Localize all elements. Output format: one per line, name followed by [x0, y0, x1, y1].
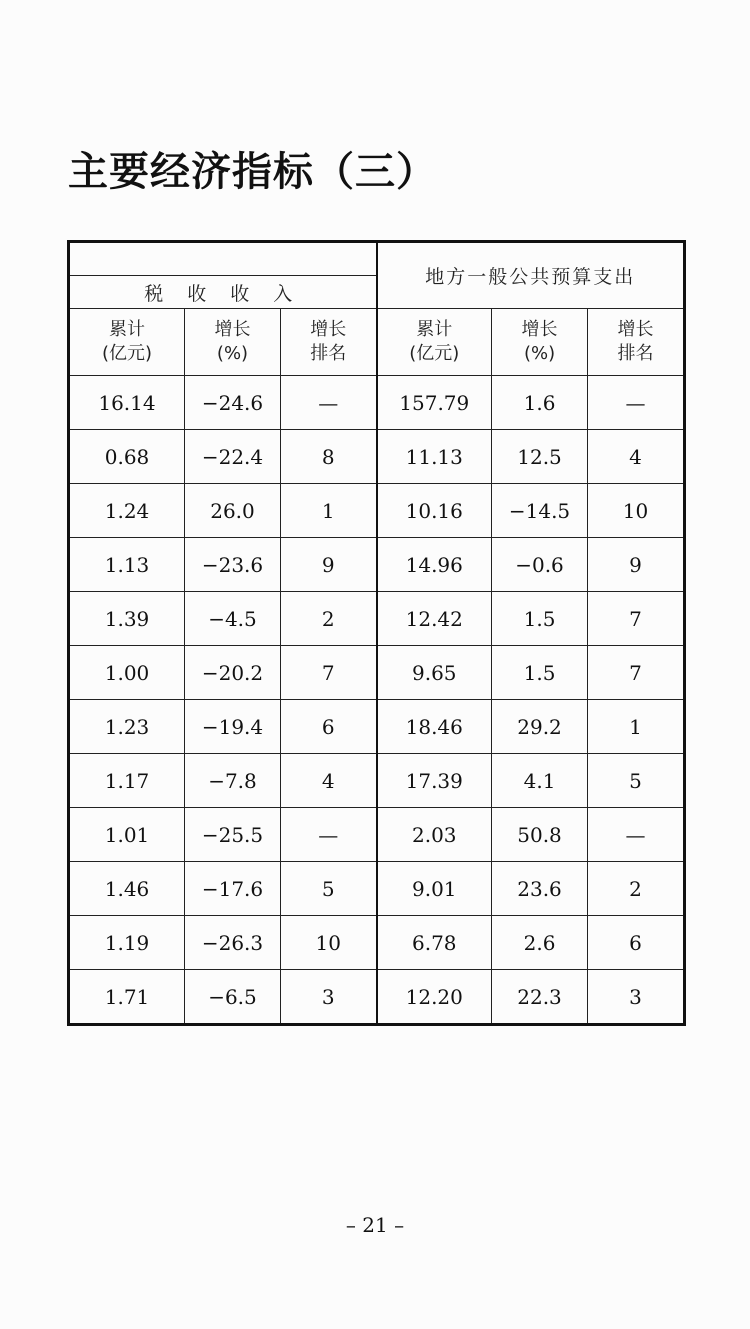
table-cell: 1.00 — [69, 646, 185, 700]
table-cell: 1.19 — [69, 916, 185, 970]
table-cell: 26.0 — [185, 484, 281, 538]
table-cell: 1 — [588, 700, 685, 754]
column-header-line: 排名 — [310, 343, 347, 364]
table-cell: 10 — [281, 916, 377, 970]
table-cell: 10 — [588, 484, 685, 538]
table-cell: −22.4 — [185, 430, 281, 484]
table-cell: 12.20 — [377, 970, 492, 1025]
table-cell: −23.6 — [185, 538, 281, 592]
table-cell: — — [588, 376, 685, 430]
table-cell: 23.6 — [492, 862, 588, 916]
table-cell: 3 — [281, 970, 377, 1025]
table-cell: −7.8 — [185, 754, 281, 808]
table-cell: −4.5 — [185, 592, 281, 646]
table-cell: 12.42 — [377, 592, 492, 646]
column-header-line: (亿元) — [409, 343, 460, 364]
table-cell: 50.8 — [492, 808, 588, 862]
column-header — [69, 309, 185, 376]
table-cell: 157.79 — [377, 376, 492, 430]
table-cell: 1.46 — [69, 862, 185, 916]
table-cell: 6.78 — [377, 916, 492, 970]
table-cell: 8 — [281, 430, 377, 484]
table-cell: 5 — [281, 862, 377, 916]
table-cell: 9 — [281, 538, 377, 592]
table-cell: 7 — [281, 646, 377, 700]
column-header-line: 增长 — [617, 319, 654, 340]
column-header-line: 增长 — [214, 319, 251, 340]
table-cell: −19.4 — [185, 700, 281, 754]
table-row — [69, 862, 685, 916]
table-cell: 1.71 — [69, 970, 185, 1025]
table-cell: 9.01 — [377, 862, 492, 916]
column-header — [377, 309, 492, 376]
table-cell: 6 — [281, 700, 377, 754]
table-cell: — — [281, 808, 377, 862]
table-cell: 18.46 — [377, 700, 492, 754]
table-cell: 9 — [588, 538, 685, 592]
column-header-line: 增长 — [521, 319, 558, 340]
table-cell: 4 — [588, 430, 685, 484]
table-cell: 17.39 — [377, 754, 492, 808]
table-cell: 0.68 — [69, 430, 185, 484]
table-cell: −6.5 — [185, 970, 281, 1025]
table-cell: −26.3 — [185, 916, 281, 970]
table-cell: 2 — [588, 862, 685, 916]
table-row — [69, 754, 685, 808]
table-cell: 3 — [588, 970, 685, 1025]
expenditure-group-header: 地方一般公共预算支出 — [377, 242, 685, 309]
table-cell: 1.24 — [69, 484, 185, 538]
page-title: 主要经济指标（三） — [68, 149, 437, 195]
sub-header-row — [69, 309, 685, 376]
table-cell: 22.3 — [492, 970, 588, 1025]
tax-group-header: 税 收 收 入 — [69, 276, 377, 309]
table-cell: −25.5 — [185, 808, 281, 862]
blank-header-cell — [69, 242, 377, 276]
table-cell: −24.6 — [185, 376, 281, 430]
economic-indicators-table — [67, 240, 686, 1026]
table-cell: 4.1 — [492, 754, 588, 808]
table-cell: 16.14 — [69, 376, 185, 430]
table-cell: 2.6 — [492, 916, 588, 970]
table-cell: 1.5 — [492, 646, 588, 700]
table-row — [69, 592, 685, 646]
table-cell: 1.39 — [69, 592, 185, 646]
column-header-line: (亿元) — [101, 343, 153, 364]
column-header-line: 排名 — [617, 343, 654, 364]
table-row — [69, 646, 685, 700]
table-cell: 2.03 — [377, 808, 492, 862]
table-row — [69, 808, 685, 862]
table-row — [69, 376, 685, 430]
table-cell: 5 — [588, 754, 685, 808]
table-cell: 7 — [588, 592, 685, 646]
column-header — [281, 309, 377, 376]
table-row — [69, 484, 685, 538]
table-cell: 14.96 — [377, 538, 492, 592]
table-row — [69, 970, 685, 1025]
column-header — [588, 309, 685, 376]
column-header-line: 累计 — [416, 319, 453, 340]
table-cell: 1.01 — [69, 808, 185, 862]
table-cell: 9.65 — [377, 646, 492, 700]
header-blank-row — [69, 242, 685, 276]
table-cell: 1.5 — [492, 592, 588, 646]
table-cell: 1.13 — [69, 538, 185, 592]
table-cell: — — [281, 376, 377, 430]
table-row — [69, 700, 685, 754]
column-header — [492, 309, 588, 376]
table-cell: 10.16 — [377, 484, 492, 538]
table-cell: −14.5 — [492, 484, 588, 538]
table-cell: 7 — [588, 646, 685, 700]
table-row — [69, 538, 685, 592]
table-cell: −0.6 — [492, 538, 588, 592]
column-header-line: 增长 — [310, 319, 347, 340]
table-cell: 12.5 — [492, 430, 588, 484]
table-cell: 4 — [281, 754, 377, 808]
table-cell: 1 — [281, 484, 377, 538]
column-header-line: (%) — [216, 343, 249, 364]
column-header — [185, 309, 281, 376]
table-cell: 11.13 — [377, 430, 492, 484]
table-cell: 29.2 — [492, 700, 588, 754]
column-header-line: 累计 — [109, 319, 145, 340]
table-row — [69, 916, 685, 970]
table-cell: −20.2 — [185, 646, 281, 700]
table-cell: 1.17 — [69, 754, 185, 808]
table-cell: −17.6 — [185, 862, 281, 916]
table-row — [69, 430, 685, 484]
table-cell: 1.23 — [69, 700, 185, 754]
table-cell: 2 — [281, 592, 377, 646]
page-number: – 21 – — [345, 1213, 405, 1237]
table-cell: — — [588, 808, 685, 862]
table-cell: 1.6 — [492, 376, 588, 430]
column-header-line: (%) — [523, 343, 556, 364]
table-cell: 6 — [588, 916, 685, 970]
